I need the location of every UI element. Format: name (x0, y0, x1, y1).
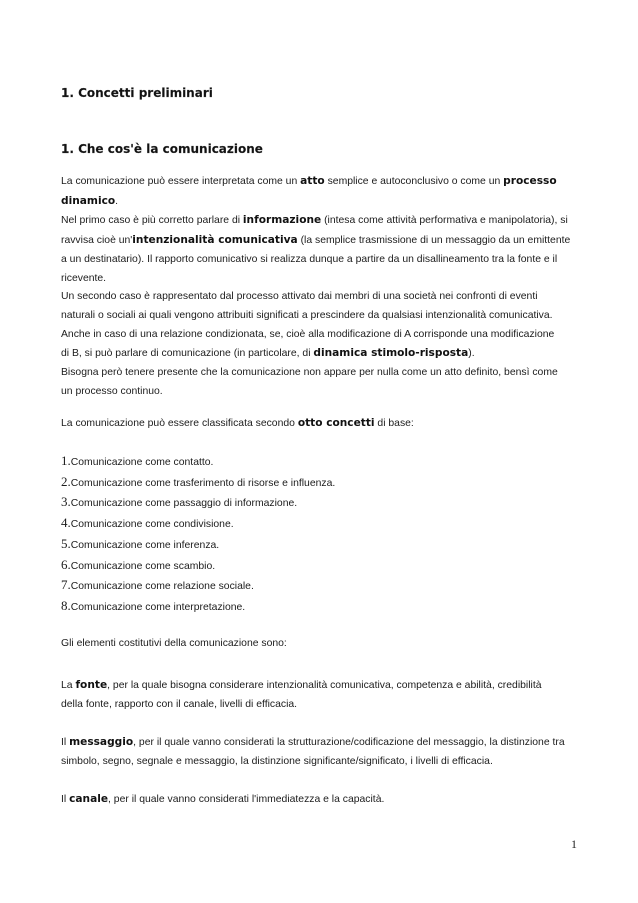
intro-line-11: Bisogna però tenere presente che la comunicazione non appare per nulla come un atto definito, bensì come (61, 367, 558, 379)
keyword-informazione: informazione (242, 214, 322, 227)
elements-intro: Gli elementi costitutivi della comunicazione sono: (61, 638, 287, 649)
classification-paragraph: La comunicazione può essere classificata secondo otto concetti di base: (61, 417, 414, 429)
intro-line-5: a un destinatario). Il rapporto comunicativo si realizza dunque a partire da un disallineamento tra la fonte e il (61, 253, 558, 265)
keyword-dinamica: dinamica stimolo-risposta (313, 347, 469, 360)
keyword-dinamico: dinamico (61, 194, 116, 207)
list-item: 6.Comunicazione come scambio. (61, 556, 216, 572)
section-title: 1. Concetti preliminari (61, 86, 213, 100)
subsection-title: 1. Che cos'è la comunicazione (61, 142, 263, 156)
intro-line-9: Anche in caso di una relazione condizionata, se, cioè alla modificazione di A corrisponde una modificazione (61, 328, 555, 340)
concepts-list (61, 452, 335, 618)
list-item: 3.Comunicazione come passaggio di informazione. (61, 494, 298, 510)
list-item: 8.Comunicazione come interpretazione. (61, 597, 246, 613)
intro-paragraph (61, 172, 581, 401)
intro-line-7: Un secondo caso è rappresentato dal processo attivato dai membri di una società nei confronti di eventi (61, 291, 538, 303)
messaggio-paragraph: Il messaggio, per il quale vanno considerati la strutturazione/codificazione del messaggio, la distinzione tra simbolo, segno, segnale e messaggio, la distinzione significante/significato, i livelli di efficacia. (61, 736, 565, 767)
list-item: 7.Comunicazione come relazione sociale. (61, 577, 254, 593)
page-number: 1 (571, 837, 577, 851)
intro-line-2: dinamico. (61, 194, 119, 207)
keyword-otto-concetti: otto concetti (297, 417, 375, 429)
list-item: 1.Comunicazione come contatto. (61, 453, 214, 468)
list-item: 5.Comunicazione come inferenza. (61, 535, 220, 551)
keyword-intenzionalita: intenzionalità comunicativa (132, 234, 298, 247)
intro-line-12: un processo continuo. (61, 385, 163, 397)
fonte-paragraph: La fonte, per la quale bisogna considerare intenzionalità comunicativa, competenza e abilità, credibilità della fonte, rapporto con il canale, livelli di efficacia. (61, 679, 542, 710)
intro-line-4: ravvisa cioè un'intenzionalità comunicativa (la semplice trasmissione di un messaggio da un emittente (61, 234, 571, 247)
canale-paragraph: Il canale, per il quale vanno considerati l'immediatezza e la capacità. (61, 793, 385, 805)
keyword-canale: canale (69, 793, 109, 805)
intro-line-8: naturali o sociali ai quali vengono attribuiti significati a prescindere da qualsiasi intenzionalità comunicativa. (61, 309, 553, 321)
keyword-processo: processo (503, 175, 557, 187)
list-item: 2.Comunicazione come trasferimento di risorse e influenza. (61, 473, 336, 489)
intro-line-3: Nel primo caso è più corretto parlare di informazione (intesa come attività performativa e manipolatoria), si (61, 214, 568, 227)
intro-line-6: ricevente. (61, 272, 107, 284)
keyword-messaggio: messaggio (69, 736, 134, 748)
intro-line-1: La comunicazione può essere interpretata come un atto semplice e autoconclusivo o come un processo (61, 175, 557, 187)
keyword-fonte: fonte (75, 679, 108, 691)
keyword-atto: atto (300, 175, 325, 187)
intro-line-10: di B, si può parlare di comunicazione (in particolare, di dinamica stimolo-risposta). (61, 347, 475, 360)
list-item: 4.Comunicazione come condivisione. (61, 515, 234, 531)
